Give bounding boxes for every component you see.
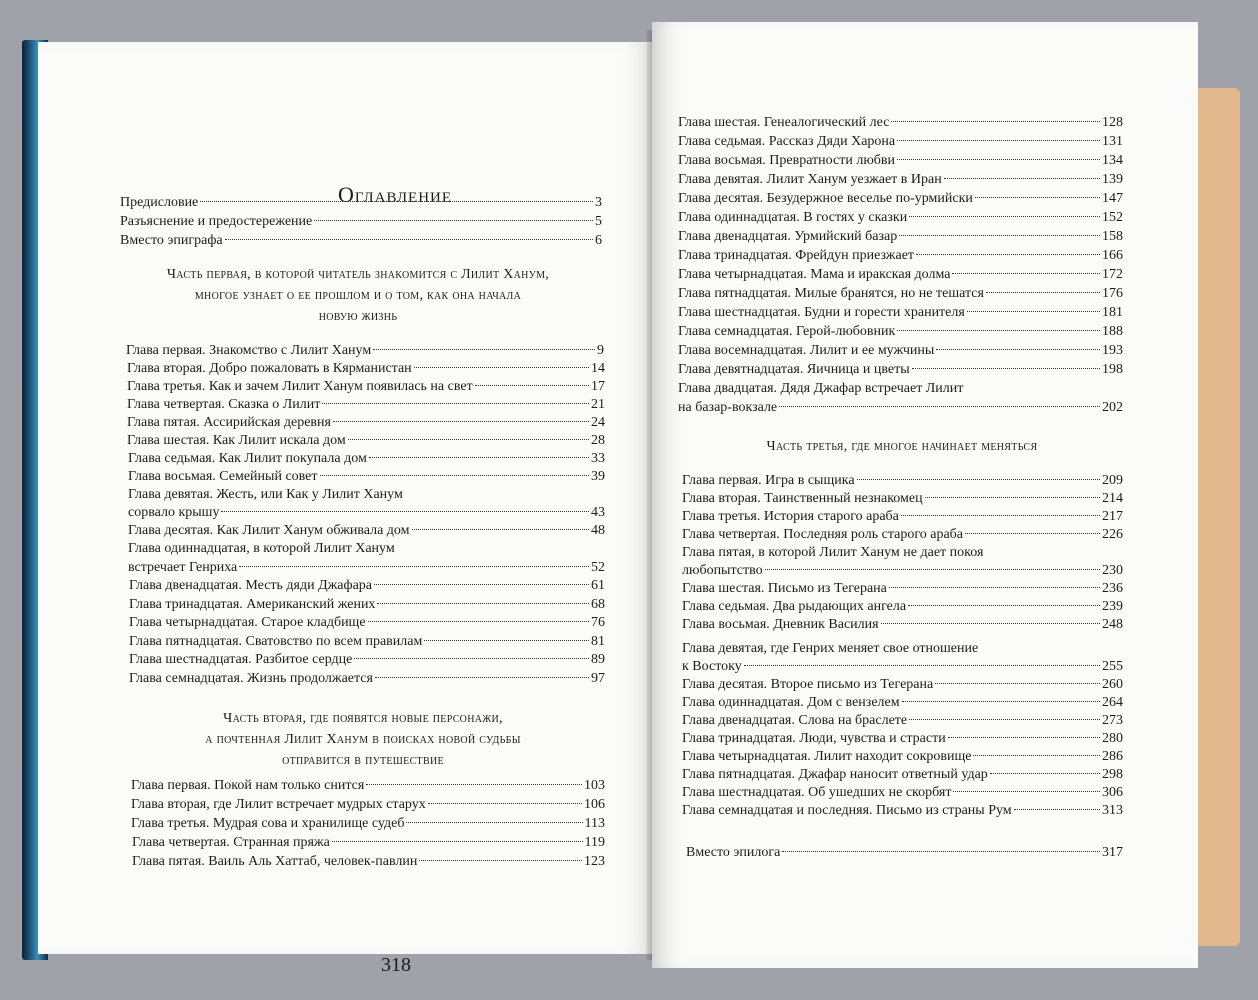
toc-entry [682,658,1123,676]
toc-entry [682,490,1123,508]
entry-page: 9 [597,343,604,358]
entry-page: 198 [1102,362,1123,377]
entry-title: Глава двенадцатая. Месть дяди Джафара [129,578,373,593]
leader-dots [973,755,1100,756]
entry-page: 103 [584,778,605,793]
leader-dots [373,349,595,350]
entry-title: Вместо эпилога [686,845,781,860]
entry-title: Глава девятая. Лилит Ханум уезжает в Иран [678,172,942,187]
toc-entry [120,194,602,212]
leader-dots [377,603,589,604]
entry-page: 123 [584,854,605,869]
leader-dots [908,605,1100,606]
entry-title: Глава шестнадцатая. Об ушедших не скорбят [682,785,952,800]
entry-title: Глава двенадцатая. Урмийский базар [678,229,898,244]
entry-page: 128 [1102,115,1123,130]
leader-dots [1014,809,1100,810]
entry-title: к Востоку [682,659,742,674]
entry-title: Глава пятнадцатая. Джафар наносит ответный удар [682,767,988,782]
entry-page: 306 [1102,785,1123,800]
entry-title: сорвало крышу [128,505,220,520]
leader-dots [889,587,1100,588]
toc-entry [131,777,605,795]
entry-title: Предисловие [120,195,199,210]
entry-page: 76 [591,615,605,630]
toc-entry [128,504,605,522]
entry-page: 214 [1102,491,1123,506]
toc-entry [129,596,605,614]
leader-dots [881,623,1100,624]
entry-page: 48 [591,523,605,538]
toc-entry [678,190,1123,208]
entry-title: Глава восьмая. Дневник Василия [682,617,879,632]
leader-dots [779,406,1100,407]
entry-title-line: Глава девятая. Жесть, или Как у Лилит Ханум [128,487,403,502]
toc-entry [678,209,1123,227]
toc-entry [128,468,605,486]
entry-page: 97 [591,671,605,686]
entry-page: 230 [1102,563,1123,578]
entry-page: 255 [1102,659,1123,674]
entry-page: 43 [591,505,605,520]
toc-entry [682,616,1123,634]
entry-page: 14 [591,361,605,376]
entry-title: Глава третья. Как и зачем Лилит Ханум появилась на свет [127,379,473,394]
entry-page: 68 [591,597,605,612]
entry-title: Глава вторая, где Лилит встречает мудрых старух [131,797,426,812]
entry-page: 106 [584,797,605,812]
entry-title: Глава третья. История старого араба [682,509,899,524]
toc-entry [682,766,1123,784]
entry-title: Глава четырнадцатая. Мама и иракская долма [678,267,951,282]
entry-title: Глава шестая. Письмо из Тегерана [682,581,887,596]
entry-title: Разъяснение и предостережение [120,214,313,229]
leader-dots [891,121,1100,122]
toc-entry [678,171,1123,189]
toc-entry [682,712,1123,730]
entry-page: 226 [1102,527,1123,542]
entry-page: 248 [1102,617,1123,632]
toc-entry [682,730,1123,748]
leader-dots [965,533,1100,534]
leader-dots [414,367,589,368]
entry-title: Глава тринадцатая. Люди, чувства и страсти [682,731,946,746]
part-heading-line: отправится в путешествие [282,753,444,768]
leader-dots [424,640,589,641]
leader-dots [782,851,1100,852]
leader-dots [428,803,582,804]
leader-dots [333,421,589,422]
toc-entry [129,633,605,651]
toc-entry [678,304,1123,322]
leader-dots [412,529,589,530]
entry-title: Глава десятая. Как Лилит Ханум обживала дом [128,523,410,538]
toc-entry [678,342,1123,360]
toc-entry [682,694,1123,712]
entry-title: Глава семнадцатая. Герой-любовник [678,324,896,339]
entry-title: Глава четвертая. Сказка о Лилит [127,397,321,412]
toc-entry [129,670,605,688]
entry-page: 33 [591,451,605,466]
entry-page: 113 [584,816,605,831]
entry-title: Вместо эпиграфа [120,233,223,248]
toc-entry [678,133,1123,151]
entry-title: Глава семнадцатая. Жизнь продолжается [129,671,373,686]
leader-dots [744,665,1100,666]
entry-page: 3 [595,195,602,210]
leader-dots [897,140,1100,141]
toc-entry [678,285,1123,303]
entry-title: Глава десятая. Второе письмо из Тегерана [682,677,934,692]
entry-title: Глава первая. Игра в сыщика [682,473,855,488]
entry-title: Глава восемнадцатая. Лилит и ее мужчины [678,343,935,358]
entry-title: Глава семнадцатая и последняя. Письмо из страны Рум [682,803,1012,818]
toc-entry [128,559,605,577]
toc-entry [132,834,605,852]
toc-entry [120,213,602,231]
entry-page: 147 [1102,191,1123,206]
toc-entry [678,228,1123,246]
entry-page: 89 [591,652,605,667]
leader-dots [925,497,1100,498]
entry-page: 6 [595,233,602,248]
leader-dots [369,457,589,458]
toc-entry [682,508,1123,526]
leader-dots [239,566,589,567]
leader-dots [406,822,582,823]
entry-title: Глава десятая. Безудержное веселье по-урмийски [678,191,973,206]
toc-entry [682,784,1123,802]
leader-dots [368,621,589,622]
entry-page: 158 [1102,229,1123,244]
toc-title: Оглавление [338,182,453,207]
leader-dots [419,860,582,861]
entry-title: на базар-вокзале [678,400,778,415]
entry-title: Глава тринадцатая. Американский жених [129,597,376,612]
left-page [38,42,656,976]
entry-title: Глава третья. Мудрая сова и хранилище судеб [131,816,405,831]
leader-dots [765,569,1100,570]
toc-entry [128,522,605,540]
entry-title: Глава двенадцатая. Слова на браслете [682,713,908,728]
toc-entry [682,526,1123,544]
leader-dots [314,220,593,221]
leader-dots [375,677,589,678]
part-heading-line: Часть третья, где многое начинает меняться [766,439,1038,454]
leader-dots [902,701,1100,702]
toc-entry [131,796,605,814]
entry-page: 131 [1102,134,1123,149]
entry-page: 28 [591,433,605,448]
entry-page: 39 [591,469,605,484]
entry-page: 209 [1102,473,1123,488]
part-heading-line: новую жизнь [318,309,398,324]
entry-title: любопытство [682,563,763,578]
entry-title: Глава четвертая. Странная пряжа [132,835,330,850]
leader-dots [986,292,1100,293]
toc-entry [127,396,605,414]
entry-title: Глава вторая. Добро пожаловать в Кярманистан [127,361,412,376]
toc-entry [132,853,605,871]
toc-entry [678,152,1123,170]
entry-page: 172 [1102,267,1123,282]
entry-page: 181 [1102,305,1123,320]
entry-title: Глава пятнадцатая. Сватовство по всем правилам [129,634,423,649]
toc-entry [682,472,1123,490]
entry-page: 61 [591,578,605,593]
entry-title-line: Глава одиннадцатая, в которой Лилит Ханум [128,541,395,556]
part-heading [672,436,1132,457]
entry-title-line: Глава двадцатая. Дядя Джафар встречает Лилит [678,381,964,396]
entry-page: 52 [591,560,605,575]
entry-title: встречает Генриха [128,560,238,575]
entry-page: 139 [1102,172,1123,187]
toc-entry [127,378,605,396]
entry-page: 264 [1102,695,1123,710]
part-heading [78,264,638,327]
leader-dots [967,311,1100,312]
entry-title: Глава шестая. Как Лилит искала дом [127,433,346,448]
leader-dots [936,349,1100,350]
entry-title: Глава первая. Покой нам только снится [131,778,365,793]
entry-page: 317 [1102,845,1123,860]
entry-page: 239 [1102,599,1123,614]
leader-dots [332,841,583,842]
entry-title: Глава вторая. Таинственный незнакомец [682,491,923,506]
entry-title-line: Глава пятая, в которой Лилит Ханум не дает покоя [682,545,984,560]
entry-page: 24 [591,415,605,430]
leader-dots [948,737,1100,738]
toc-entry [678,247,1123,265]
page-number: 318 [381,954,411,976]
entry-title: Глава шестая. Генеалогический лес [678,115,890,130]
entry-title: Глава пятнадцатая. Милые бранятся, но не тешатся [678,286,984,301]
part-heading-line: Часть вторая, где появятся новые персонажи, [223,711,503,726]
entry-page: 188 [1102,324,1123,339]
toc-entry [127,414,605,432]
leader-dots [322,403,589,404]
leader-dots [348,439,589,440]
entry-page: 313 [1102,803,1123,818]
toc-entry [126,342,604,360]
leader-dots [221,511,589,512]
toc-entry [131,815,605,833]
leader-dots [916,254,1100,255]
entry-title: Глава первая. Знакомство с Лилит Ханум [126,343,372,358]
entry-title: Глава шестнадцатая. Будни и горести хранителя [678,305,965,320]
entry-page: 193 [1102,343,1123,358]
toc-entry [682,598,1123,616]
toc-entry [682,748,1123,766]
toc-entry [678,114,1123,132]
right-page [652,22,1198,968]
entry-page: 217 [1102,509,1123,524]
entry-title: Глава седьмая. Два рыдающих ангела [682,599,907,614]
leader-dots [475,385,589,386]
entry-page: 280 [1102,731,1123,746]
leader-dots [366,784,582,785]
entry-title: Глава седьмая. Как Лилит покупала дом [128,451,367,466]
part-heading-line: Часть первая, в которой читатель знакомится с Лилит Ханум, [166,267,550,282]
entry-page: 236 [1102,581,1123,596]
toc-entry [678,399,1123,417]
entry-title: Глава четырнадцатая. Старое кладбище [129,615,366,630]
entry-page: 273 [1102,713,1123,728]
entry-title: Глава одиннадцатая. Дом с вензелем [682,695,900,710]
leader-dots [909,719,1100,720]
leader-dots [320,475,589,476]
entry-title: Глава восьмая. Превратности любви [678,153,895,168]
part-heading-line: многое узнает о ее прошлом и о том, как она начала [194,288,522,303]
toc-entry [678,323,1123,341]
leader-dots [990,773,1100,774]
leader-dots [944,178,1100,179]
entry-page: 166 [1102,248,1123,263]
part-heading-line: а почтенная Лилит Ханум в поисках новой судьбы [205,732,521,747]
toc-entry [127,432,605,450]
leader-dots [909,216,1100,217]
entry-page: 286 [1102,749,1123,764]
leader-dots [354,658,589,659]
toc-entry [678,266,1123,284]
entry-page: 202 [1102,400,1123,415]
toc-entry [682,676,1123,694]
leader-dots [953,791,1100,792]
toc-entry [682,562,1123,580]
entry-page: 119 [584,835,605,850]
leader-dots [935,683,1100,684]
entry-title: Глава одиннадцатая. В гостях у сказки [678,210,908,225]
toc-entry [128,450,605,468]
leader-dots [952,273,1100,274]
toc-entry [129,614,605,632]
entry-title: Глава восьмая. Семейный совет [128,469,318,484]
part-heading [78,708,648,771]
entry-title: Глава пятая. Ваиль Аль Хаттаб, человек-павлин [132,854,418,869]
leader-dots [899,235,1100,236]
leader-dots [901,515,1100,516]
entry-title: Глава шестнадцатая. Разбитое сердце [129,652,353,667]
leader-dots [897,330,1100,331]
entry-title-line: Глава девятая, где Генрих меняет свое отношение [682,641,979,656]
entry-title: Глава четырнадцатая. Лилит находит сокровище [682,749,972,764]
entry-page: 17 [591,379,605,394]
toc-entry [129,577,605,595]
entry-title: Глава девятнадцатая. Яичница и цветы [678,362,910,377]
leader-dots [374,584,589,585]
entry-page: 5 [595,214,602,229]
entry-title: Глава четвертая. Последняя роль старого араба [682,527,963,542]
toc-entry [686,844,1123,862]
entry-title: Глава пятая. Ассирийская деревня [127,415,331,430]
entry-page: 176 [1102,286,1123,301]
toc-entry [127,360,605,378]
toc-entry [120,232,602,250]
leader-dots [225,239,593,240]
leader-dots [200,201,593,202]
toc-entry [682,580,1123,598]
leader-dots [975,197,1100,198]
toc-entry [129,651,605,669]
entry-title: Глава седьмая. Рассказ Дяди Харона [678,134,896,149]
entry-page: 152 [1102,210,1123,225]
entry-page: 298 [1102,767,1123,782]
entry-page: 134 [1102,153,1123,168]
entry-page: 260 [1102,677,1123,692]
leader-dots [912,368,1100,369]
entry-page: 81 [591,634,605,649]
leader-dots [857,479,1100,480]
toc-entry [678,361,1123,379]
toc-entry [682,802,1123,820]
entry-page: 21 [591,397,605,412]
entry-title: Глава тринадцатая. Фрейдун приезжает [678,248,915,263]
leader-dots [897,159,1100,160]
